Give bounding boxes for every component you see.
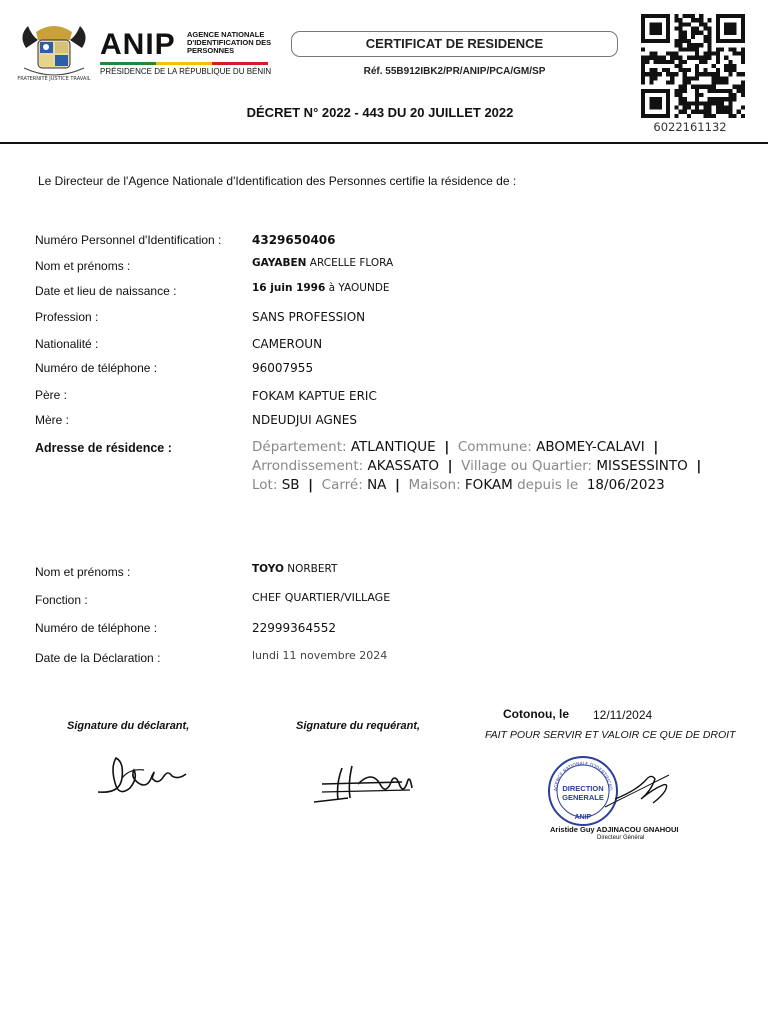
declarant-function-label: Fonction :	[35, 593, 88, 607]
npi-label: Numéro Personnel d'Identification :	[35, 233, 222, 247]
arrondissement-value: AKASSATO	[367, 458, 440, 474]
separator: |	[696, 458, 702, 474]
commune-label: Commune:	[457, 439, 532, 455]
separator: |	[447, 458, 453, 474]
phone-value: 96007955	[252, 361, 314, 375]
resident-last-name: GAYABEN	[252, 257, 307, 269]
birth-connector: à	[328, 282, 336, 294]
carre-label: Carré:	[321, 477, 363, 493]
presidency-text: PRÉSIDENCE DE LA RÉPUBLIQUE DU BÉNIN	[100, 67, 272, 76]
mother-value: NDEUDJUI AGNES	[252, 413, 357, 427]
quartier-label: Village ou Quartier:	[461, 458, 593, 474]
maison-label: Maison:	[408, 477, 461, 493]
qr-code-icon	[638, 14, 748, 118]
separator: |	[653, 439, 659, 455]
declarant-function-value: CHEF QUARTIER/VILLAGE	[252, 591, 391, 604]
birth-place: YAOUNDE	[338, 282, 390, 294]
anip-logo-text: ANIP	[100, 28, 176, 61]
svg-text:DIRECTION: DIRECTION	[562, 784, 604, 793]
header-divider	[0, 142, 768, 144]
flag-colors-bar	[100, 62, 268, 65]
requester-signature-icon	[292, 754, 452, 810]
address-block	[252, 438, 752, 495]
official-stamp-icon	[545, 755, 685, 827]
declarant-signature-icon	[60, 748, 218, 804]
since-label: depuis le	[517, 477, 579, 493]
declarant-phone-value: 22999364552	[252, 621, 336, 635]
lot-value: SB	[281, 477, 300, 493]
declarant-first-names: NORBERT	[287, 563, 338, 575]
requester-signature-caption: Signature du requérant,	[296, 720, 421, 732]
decree-title: DÉCRET N° 2022 - 443 DU 20 JUILLET 2022	[246, 105, 514, 120]
coat-of-arms-motto: FRATERNITÉ JUSTICE TRAVAIL	[17, 76, 91, 82]
declarant-signature-caption: Signature du déclarant,	[67, 720, 190, 732]
director-title: Directeur Général	[597, 835, 645, 841]
declaration-date-value: lundi 11 novembre 2024	[252, 649, 388, 662]
declarant-name	[252, 563, 337, 575]
resident-name	[252, 257, 393, 269]
father-label: Père :	[35, 388, 68, 402]
address-label: Adresse de résidence :	[35, 441, 172, 455]
phone-label: Numéro de téléphone :	[35, 361, 158, 375]
agency-name-line: PERSONNES	[187, 46, 235, 55]
intro-text: Le Directeur de l'Agence Nationale d'Identification des Personnes certifie la résidence de :	[38, 174, 517, 188]
agency-name-line: AGENCE NATIONALE	[187, 30, 265, 39]
signature-date: 12/11/2024	[593, 708, 653, 722]
commune-value: ABOMEY-CALAVI	[536, 439, 645, 455]
separator: |	[308, 477, 314, 493]
profession-value: SANS PROFESSION	[252, 310, 366, 324]
departement-label: Département:	[252, 439, 347, 455]
maison-value: FOKAM	[464, 477, 513, 493]
director-name: Aristide Guy ADJINACOU GNAHOUI	[550, 825, 679, 834]
birth-value	[252, 282, 390, 294]
qr-number: 6022161132	[653, 120, 727, 134]
declarant-phone-label: Numéro de téléphone :	[35, 621, 158, 635]
nationality-value: CAMEROUN	[252, 337, 323, 351]
validity-statement: FAIT POUR SERVIR ET VALOIR CE QUE DE DROIT	[485, 729, 736, 741]
declarant-last-name: TOYO	[252, 563, 284, 575]
coat-of-arms-icon	[16, 18, 92, 86]
reference-number: Réf. 55B912IBK2/PR/ANIP/PCA/GM/SP	[363, 66, 546, 77]
since-date: 18/06/2023	[586, 477, 665, 493]
address-line	[252, 476, 752, 495]
birth-label: Date et lieu de naissance :	[35, 284, 177, 298]
resident-first-names: ARCELLE FLORA	[309, 257, 394, 269]
npi-value: 4329650406	[252, 233, 336, 247]
address-line	[252, 438, 752, 457]
certificate-title: CERTIFICAT DE RESIDENCE	[291, 31, 618, 57]
birth-date: 16 juin 1996	[252, 282, 326, 294]
declarant-name-label: Nom et prénoms :	[35, 565, 131, 579]
agency-name-line: D'IDENTIFICATION DES	[187, 38, 272, 47]
separator: |	[395, 477, 400, 493]
father-value: FOKAM KAPTUE ERIC	[252, 389, 377, 403]
quartier-value: MISSESSINTO	[596, 458, 688, 474]
profession-label: Profession :	[35, 310, 99, 324]
mother-label: Mère :	[35, 413, 70, 427]
stamp-bottom-text: ANIP	[574, 814, 592, 821]
nationality-label: Nationalité :	[35, 337, 99, 351]
arrondissement-label: Arrondissement:	[252, 458, 364, 474]
departement-value: ATLANTIQUE	[350, 439, 436, 455]
svg-text:GENERALE: GENERALE	[562, 793, 604, 802]
declaration-date-label: Date de la Déclaration :	[35, 651, 161, 665]
agency-name	[187, 31, 277, 55]
name-label: Nom et prénoms :	[35, 259, 131, 273]
stamp-ring-text: AGENCE NATIONALE D'IDENTIFICATI	[553, 761, 613, 792]
address-line	[252, 457, 752, 476]
carre-value: NA	[367, 477, 387, 493]
separator: |	[444, 439, 450, 455]
signature-place: Cotonou, le	[503, 707, 569, 721]
lot-label: Lot:	[252, 477, 278, 493]
